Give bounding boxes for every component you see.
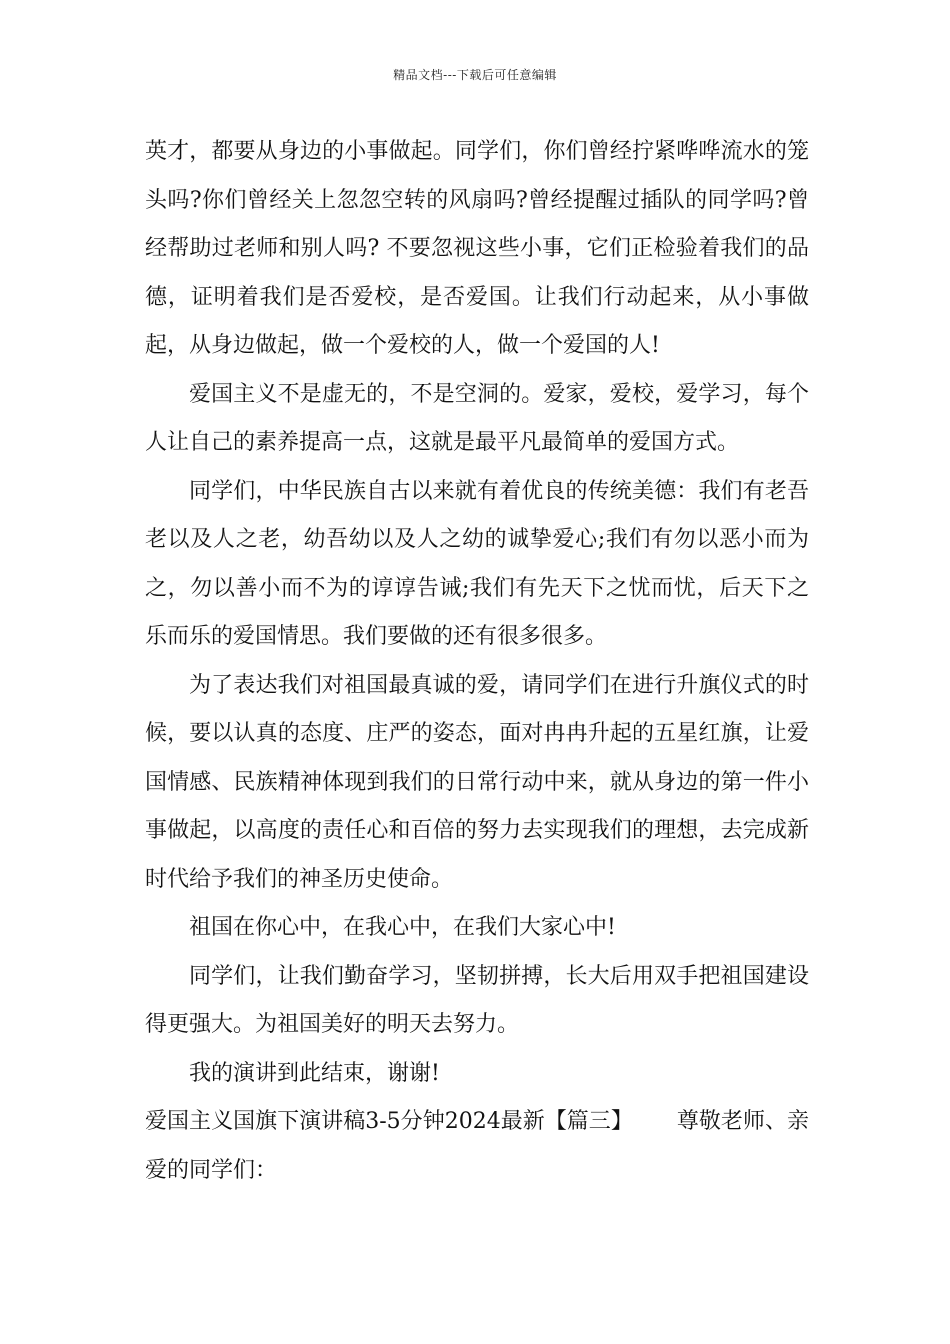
page-header: 精品文档---下载后可任意编辑: [393, 68, 557, 82]
paragraph-virtues: 同学们，中华民族自古以来就有着优良的传统美德：我们有老吾老以及人之老，幼吾幼以及人之幼的诚挚爱心;我们有勿以恶小而为之，勿以善小而不为的谆谆告诫;我们有先天下之忧而忧，后天下之乐而乐的爱国情思。我们要做的还有很多很多。: [145, 478, 809, 649]
document-body: [145, 128, 809, 1195]
paragraph-continuation: 英才，都要从身边的小事做起。同学们，你们曾经拧紧哗哗流水的笼头吗?你们曾经关上忽忽空转的风扇吗?曾经提醒过插队的同学吗?曾经帮助过老师和别人吗? 不要忽视这些小事，它们正检验着我们的品德，证明着我们是否爱校，是否爱国。让我们行动起来，从小事做起，从身边做起，做一个爱校的人，做一个爱国的人!: [145, 139, 809, 358]
section-title: 爱国主义国旗下演讲稿3-5分钟2024最新【篇三】: [145, 1109, 633, 1134]
paragraph-study-hard: 同学们，让我们勤奋学习，坚韧拼搏，长大后用双手把祖国建设得更强大。为祖国美好的明天去努力。: [145, 963, 809, 1037]
paragraph-closing: 我的演讲到此结束，谢谢!: [189, 1060, 440, 1086]
section-heading: [145, 1098, 809, 1195]
section-greeting: 尊敬老师、亲爱的同学们：: [145, 1109, 809, 1183]
paragraph-flag-ceremony: 为了表达我们对祖国最真诚的爱，请同学们在进行升旗仪式的时候，要以认真的态度、庄严的姿态，面对冉冉升起的五星红旗，让爱国情感、民族精神体现到我们的日常行动中来，就从身边的第一件小事做起，以高度的责任心和百倍的努力去实现我们的理想，去完成新时代给予我们的神圣历史使命。: [145, 672, 809, 892]
paragraph-motherland: 祖国在你心中，在我心中，在我们大家心中!: [189, 915, 616, 940]
paragraph-patriotism: 爱国主义不是虚无的，不是空洞的。爱家，爱校，爱学习，每个人让自己的素养提高一点，这就是最平凡最简单的爱国方式。: [145, 381, 809, 455]
